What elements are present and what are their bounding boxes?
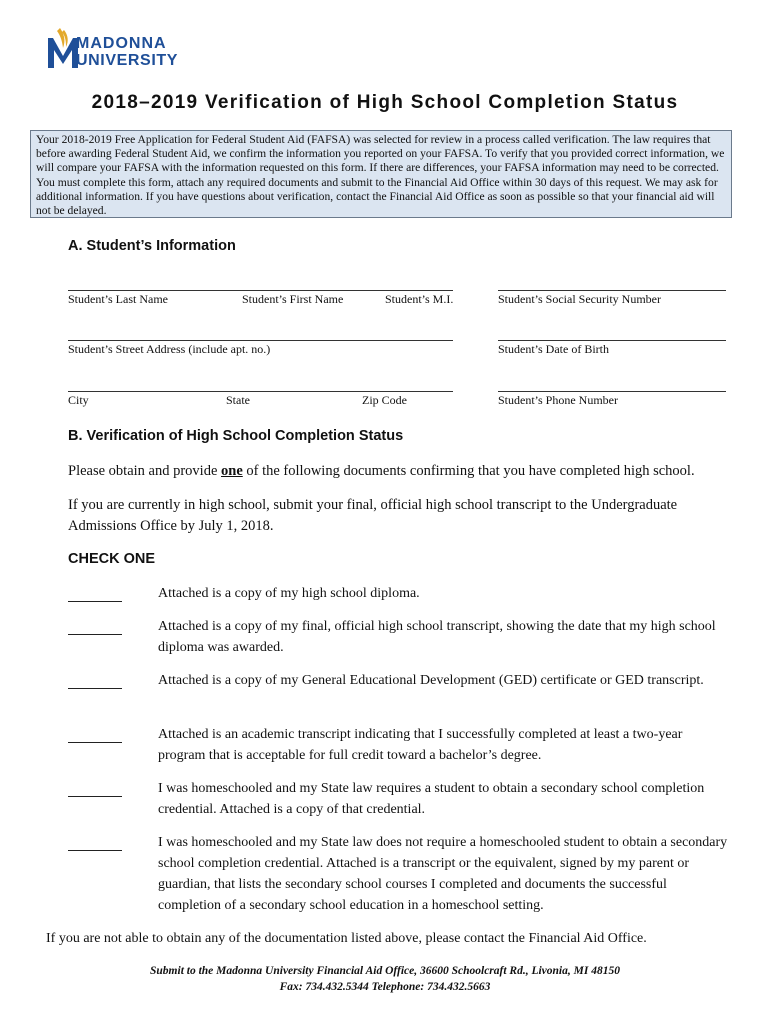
address-line[interactable] <box>68 340 453 341</box>
footer-address: Submit to the Madonna University Financial Aid Office, 36600 Schoolcraft Rd., Livonia, MI 48150 <box>150 965 620 977</box>
state-label: State <box>226 393 250 407</box>
intro-box: Your 2018-2019 Free Application for Federal Student Aid (FAFSA) was selected for review in a process called verification. The law requires that before awarding Federal Student Aid, we confirm the information you reported on your FAFSA. To verify that you provided correct information, we will compare your FAFSA with the information requested on this form. If there are differences, your FAFSA information may need to be corrected. You must complete this form, attach any required documents and submit to the Financial Aid Office within 30 days of this request. We may ask for additional information. If you have questions about verification, contact the Financial Aid Office as soon as possible so that your financial aid will not be delayed. <box>30 130 732 218</box>
option-homeschool-credential: I was homeschooled and my State law requires a student to obtain a secondary school completion credential. Attached is a copy of that credential. <box>158 781 705 817</box>
last-name-label: Student’s Last Name <box>68 292 168 306</box>
checkbox-blank-6[interactable] <box>68 850 122 851</box>
checkbox-blank-2[interactable] <box>68 634 122 635</box>
phone-line[interactable] <box>498 391 726 392</box>
checkbox-blank-1[interactable] <box>68 601 122 602</box>
option-homeschool-transcript: I was homeschooled and my State law does not require a homeschooled student to obtain a secondary school completion credential. Attached is a transcript or the equivalent, signed by my parent or guardian, that lists the secondary school courses I completed and documents the successful completion of a secondary school education in a homeschool setting. <box>158 835 728 913</box>
option-ged: Attached is a copy of my General Educational Development (GED) certificate or GED transcript. <box>158 673 704 688</box>
option-academic-transcript: Attached is an academic transcript indicating that I successfully completed at least a two-year program that is acceptable for full credit toward a bachelor’s degree. <box>158 727 683 763</box>
mi-label: Student’s M.I. <box>385 292 454 306</box>
instruction-paragraph <box>68 461 748 482</box>
name-line[interactable] <box>68 290 453 291</box>
logo-text-university: UNIVERSITY <box>76 52 179 69</box>
check-one-heading: CHECK ONE <box>68 551 156 567</box>
checkbox-blank-4[interactable] <box>68 742 122 743</box>
address-label: Student’s Street Address (include apt. no.) <box>68 342 271 356</box>
instruction-text-pre: Please obtain and provide <box>68 463 222 479</box>
section-b-heading: B. Verification of High School Completion Status <box>68 428 404 444</box>
option-diploma: Attached is a copy of my high school diploma. <box>158 586 420 601</box>
city-state-zip-line[interactable] <box>68 391 453 392</box>
dob-label: Student’s Date of Birth <box>498 342 609 356</box>
instruction-emphasis: one <box>221 463 243 479</box>
city-label: City <box>68 393 89 407</box>
university-logo <box>46 26 186 72</box>
closing-note: If you are not able to obtain any of the documentation listed above, please contact the Financial Aid Office. <box>46 931 647 946</box>
section-a-heading: A. Student’s Information <box>68 238 236 254</box>
zip-label: Zip Code <box>362 393 407 407</box>
first-name-label: Student’s First Name <box>242 292 344 306</box>
logo-text-madonna: MADONNA <box>76 35 167 52</box>
dob-line[interactable] <box>498 340 726 341</box>
page-title: 2018–2019 Verification of High School Completion Status <box>91 92 679 113</box>
ssn-label: Student’s Social Security Number <box>498 292 661 306</box>
madonna-logo-icon <box>46 26 80 70</box>
checkbox-blank-3[interactable] <box>68 688 122 689</box>
footer-contact: Fax: 734.432.5344 Telephone: 734.432.5663 <box>279 981 491 993</box>
phone-label: Student’s Phone Number <box>498 393 618 407</box>
checkbox-blank-5[interactable] <box>68 796 122 797</box>
ssn-line[interactable] <box>498 290 726 291</box>
high-school-paragraph: If you are currently in high school, submit your final, official high school transcript to the Undergraduate Admissions Office by July 1, 2018. <box>68 497 678 534</box>
instruction-text-post: of the following documents confirming that you have completed high school. <box>242 463 695 479</box>
option-transcript: Attached is a copy of my final, official high school transcript, showing the date that my high school diploma was awarded. <box>158 619 716 655</box>
